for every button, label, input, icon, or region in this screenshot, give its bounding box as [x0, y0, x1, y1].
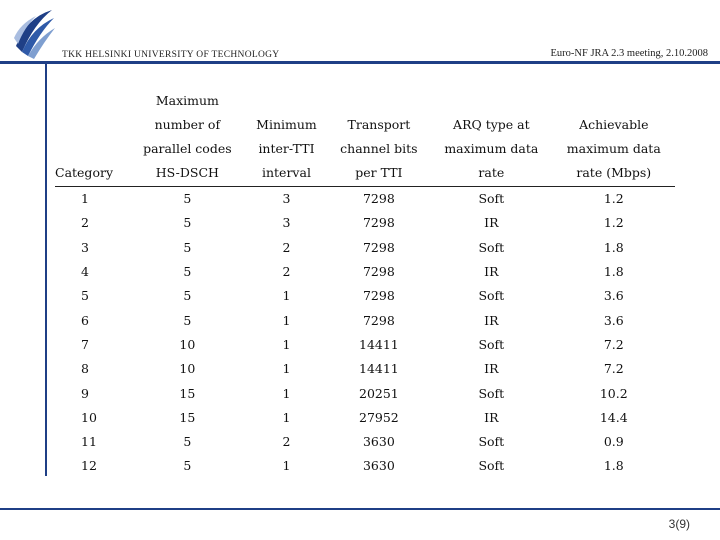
left-border — [45, 64, 47, 476]
table-cell: 2 — [282, 434, 291, 450]
column-header-line: parallel codes — [143, 141, 232, 156]
table-cell: 10 — [179, 336, 196, 352]
table-cell: IR — [484, 409, 499, 425]
table-cell: 1 — [282, 458, 291, 474]
column-header-line: channel bits — [340, 141, 418, 156]
column-header-line: maximum data — [566, 141, 661, 156]
table-cell: 1 — [282, 336, 291, 352]
table-cell: 7298 — [362, 312, 395, 328]
table-cell: 15 — [179, 409, 196, 425]
table-cell: IR — [484, 264, 499, 280]
table-cell: 0.9 — [603, 434, 624, 450]
table-cell: 1.8 — [603, 264, 624, 280]
column-header-line: number of — [154, 117, 221, 132]
table-cell: 1.2 — [603, 191, 624, 207]
table-cell: Soft — [478, 434, 505, 450]
table-cell: Soft — [478, 239, 505, 255]
table-cell: Soft — [478, 385, 505, 401]
column-header-category — [55, 89, 129, 187]
table-row — [55, 406, 675, 430]
table-cell: 12 — [81, 458, 97, 474]
table-cell: IR — [484, 312, 499, 328]
meeting-info: Euro-NF JRA 2.3 meeting, 2.10.2008 — [550, 48, 708, 59]
table-cell: 1 — [282, 361, 291, 377]
page-number: 3(9) — [668, 517, 690, 531]
table-row — [55, 454, 675, 478]
table-cell: 3.6 — [603, 312, 624, 328]
table-cell: 7298 — [362, 215, 395, 231]
table-cell: 1.8 — [603, 239, 624, 255]
table-cell: 7298 — [362, 264, 395, 280]
table-cell: 27952 — [359, 409, 399, 425]
table-row — [55, 284, 675, 308]
table-cell: IR — [484, 361, 499, 377]
footer-divider — [0, 508, 720, 510]
table-cell: 7298 — [362, 288, 395, 304]
column-header-line: interval — [261, 165, 311, 180]
table-cell: 20251 — [359, 385, 399, 401]
table-cell: 4 — [81, 264, 89, 280]
table-cell: 7 — [81, 336, 89, 352]
table-cell: 10 — [179, 361, 196, 377]
header-divider — [0, 61, 720, 64]
table-cell: 3 — [81, 239, 89, 255]
table-cell: 7.2 — [603, 336, 624, 352]
table-cell: 1 — [282, 312, 291, 328]
table-cell: 10.2 — [599, 385, 628, 401]
table-cell: 1 — [282, 288, 291, 304]
column-header-line: inter-TTI — [258, 141, 315, 156]
hsdpa-category-table — [55, 89, 675, 479]
table-cell: 3 — [282, 215, 291, 231]
university-logo-icon — [12, 8, 56, 60]
column-header-rate — [553, 89, 675, 187]
table-row — [55, 430, 675, 454]
column-header-codes — [129, 89, 245, 187]
column-header-line: maximum data — [444, 141, 539, 156]
table-header-row — [55, 89, 675, 187]
table-cell: 5 — [81, 288, 89, 304]
table-cell: 14.4 — [599, 409, 628, 425]
column-header-line: HS-DSCH — [155, 165, 219, 180]
column-header-line: Category — [55, 165, 114, 180]
table-cell: 5 — [183, 288, 192, 304]
table-cell: 5 — [183, 191, 192, 207]
table-cell: 1.2 — [603, 215, 624, 231]
column-header-line: Transport — [347, 117, 411, 132]
table-cell: 2 — [81, 215, 89, 231]
column-header-line: Achievable — [579, 117, 649, 132]
table-cell: Soft — [478, 458, 505, 474]
table-cell: Soft — [478, 191, 505, 207]
table-cell: 9 — [81, 385, 89, 401]
table-row — [55, 357, 675, 381]
table-cell: 6 — [81, 312, 89, 328]
table-row — [55, 260, 675, 284]
table-cell: 1 — [282, 409, 291, 425]
university-name: TKK HELSINKI UNIVERSITY OF TECHNOLOGY — [62, 50, 280, 60]
table-cell: 3630 — [362, 434, 395, 450]
table-cell: 1 — [81, 191, 89, 207]
column-header-line: Maximum — [155, 93, 219, 108]
column-header-line: rate (Mbps) — [576, 165, 652, 180]
table-cell: 8 — [81, 361, 89, 377]
table-cell: 2 — [282, 264, 291, 280]
table-cell: Soft — [478, 336, 505, 352]
table-cell: 1 — [282, 385, 291, 401]
table-cell: 7.2 — [603, 361, 624, 377]
table-cell: 14411 — [359, 336, 399, 352]
table-cell: 10 — [81, 409, 97, 425]
table-cell: 5 — [183, 312, 192, 328]
table-cell: 11 — [81, 434, 97, 450]
table-row — [55, 211, 675, 235]
column-header-line: Minimum — [256, 117, 317, 132]
table-row — [55, 308, 675, 332]
table-cell: 5 — [183, 434, 192, 450]
table-cell: 3630 — [362, 458, 395, 474]
table-cell: IR — [484, 215, 499, 231]
table-cell: 15 — [179, 385, 196, 401]
table-row — [55, 333, 675, 357]
table-cell: 1.8 — [603, 458, 624, 474]
table-cell: 5 — [183, 264, 192, 280]
column-header-bits — [328, 89, 431, 187]
table-cell: 3.6 — [603, 288, 624, 304]
table-cell: 5 — [183, 458, 192, 474]
column-header-interval — [245, 89, 327, 187]
table-cell: Soft — [478, 288, 505, 304]
table-cell: 3 — [282, 191, 291, 207]
column-header-line: ARQ type at — [453, 117, 530, 132]
column-header-line: rate — [478, 165, 505, 180]
table-row — [55, 187, 675, 212]
table-row — [55, 381, 675, 405]
table-cell: 14411 — [359, 361, 399, 377]
table-cell: 7298 — [362, 239, 395, 255]
table-cell: 5 — [183, 239, 192, 255]
table-row — [55, 236, 675, 260]
column-header-arq — [430, 89, 552, 187]
table-cell: 5 — [183, 215, 192, 231]
column-header-line: per TTI — [355, 165, 403, 180]
table-cell: 7298 — [362, 191, 395, 207]
table-cell: 2 — [282, 239, 291, 255]
